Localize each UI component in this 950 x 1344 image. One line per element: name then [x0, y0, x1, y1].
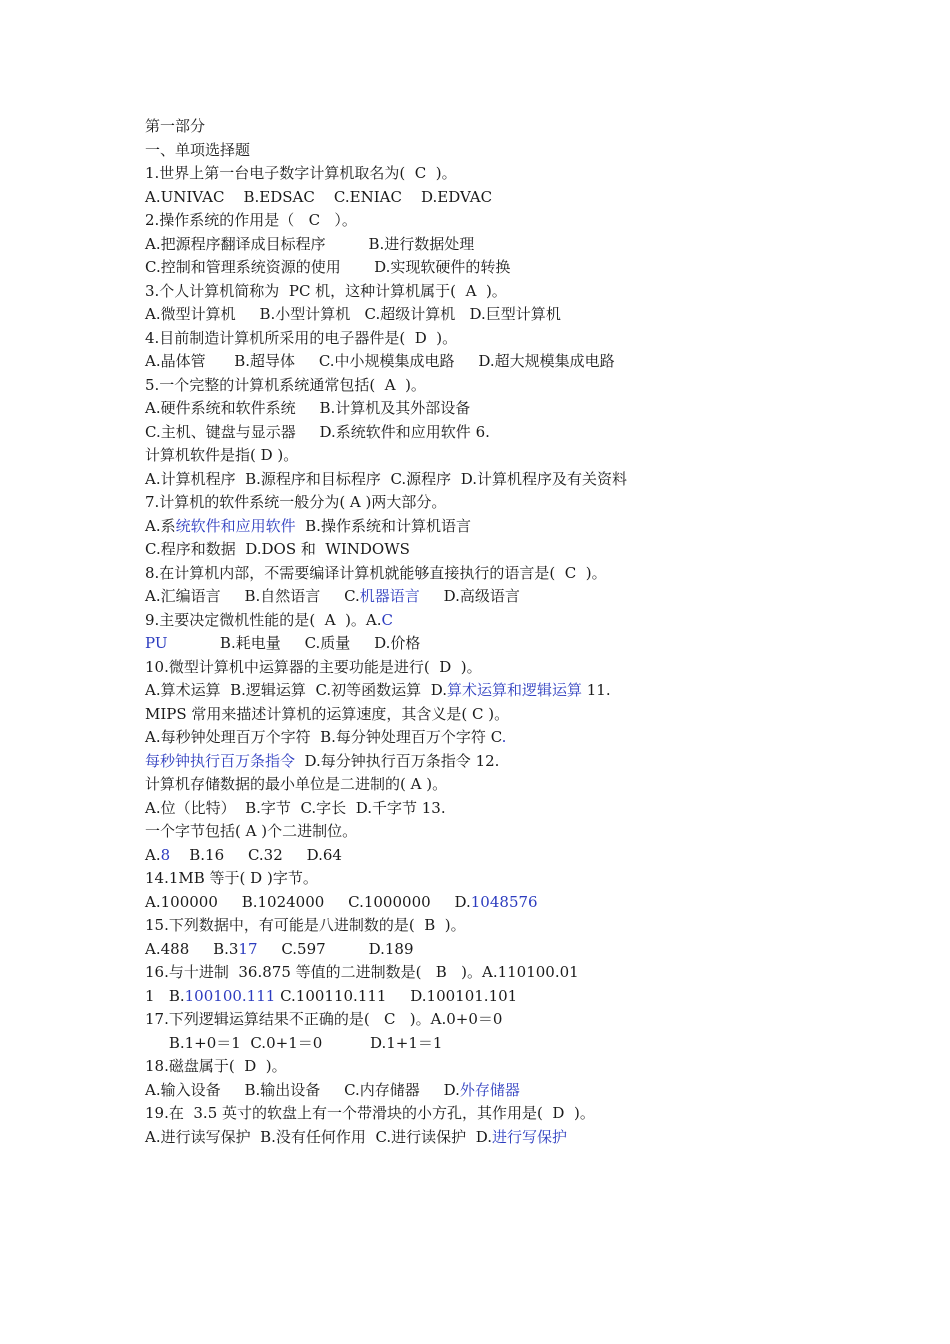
line-text: 第一部分	[145, 117, 206, 135]
text-line	[145, 421, 845, 445]
line-text: A.	[145, 845, 161, 864]
text-line	[145, 256, 845, 280]
text-line	[145, 538, 845, 562]
line-text: A.进行读写保护 B.没有任何作用 C.进行读保护 D.	[145, 1127, 492, 1146]
line-text: B.16 C.32 D.64	[170, 845, 342, 864]
text-line	[145, 914, 845, 938]
line-text: D.高级语言	[419, 587, 520, 605]
line-text: B.耗电量 C.质量 D.价格	[167, 634, 421, 652]
line-text: 计算机软件是指( D )。	[145, 446, 299, 464]
text-line	[145, 938, 845, 962]
text-line	[145, 703, 845, 727]
text-line	[145, 1126, 845, 1150]
line-text: 11.	[582, 681, 611, 699]
line-text: A.输入设备 B.输出设备 C.内存储器 D.	[145, 1080, 460, 1099]
highlighted-answer-text: 机器语言	[359, 587, 420, 605]
text-line	[145, 585, 845, 609]
text-line	[145, 656, 845, 680]
line-text: A.硬件系统和软件系统 B.计算机及其外部设备	[145, 399, 471, 417]
line-text: 14.1MB 等于( D )字节。	[145, 869, 318, 887]
text-line	[145, 726, 845, 750]
text-line	[145, 773, 845, 797]
line-text: 10.微型计算机中运算器的主要功能是进行( D )。	[145, 657, 482, 676]
text-line	[145, 1102, 845, 1126]
text-line	[145, 350, 845, 374]
line-text: A.晶体管 B.超导体 C.中小规模集成电路 D.超大规模集成电路	[145, 352, 615, 370]
text-line	[145, 303, 845, 327]
text-line	[145, 327, 845, 351]
line-text: 1 B.	[145, 986, 185, 1005]
highlighted-answer-text: 17	[238, 939, 258, 958]
line-text: 9.主要决定微机性能的是( A )。A.	[145, 610, 382, 629]
text-line	[145, 374, 845, 398]
line-text: A.UNIVAC B.EDSAC C.ENIAC D.EDVAC	[145, 187, 493, 206]
text-line	[145, 139, 845, 163]
text-line	[145, 609, 845, 633]
line-text: C.程序和数据 D.DOS 和 WINDOWS	[145, 540, 410, 558]
line-text: 3.个人计算机简称为 PC 机，这种计算机属于( A )。	[145, 281, 507, 300]
text-line	[145, 961, 845, 985]
line-text: 15.下列数据中，有可能是八进制数的是( B )。	[145, 916, 466, 934]
line-text: 19.在 3.5 英寸的软盘上有一个带滑块的小方孔，其作用是( D )。	[145, 1104, 595, 1122]
text-line	[145, 797, 845, 821]
line-text: 计算机存储数据的最小单位是二进制的( A )。	[145, 775, 448, 793]
line-text: 一个字节包括( A )个二进制位。	[145, 822, 358, 840]
text-line	[145, 280, 845, 304]
line-text: A.每秒钟处理百万个字符 B.每分钟处理百万个字符 C	[145, 728, 502, 746]
highlighted-answer-text: 外存储器	[459, 1080, 520, 1099]
line-text: A.微型计算机 B.小型计算机 C.超级计算机 D.巨型计算机	[145, 305, 561, 323]
line-text: 7.计算机的软件系统一般分为( A )两大部分。	[145, 493, 447, 511]
text-line	[145, 844, 845, 868]
line-text: A.把源程序翻译成目标程序 B.进行数据处理	[145, 234, 475, 253]
text-line	[145, 468, 845, 492]
line-text: C.100110.111 D.100101.101	[275, 986, 518, 1005]
highlighted-answer-text: 100100.111	[184, 986, 276, 1005]
line-text: 一、单项选择题	[145, 140, 251, 159]
highlighted-answer-text: 1048576	[470, 892, 538, 911]
text-line	[145, 444, 845, 468]
text-line	[145, 233, 845, 257]
document-body	[145, 115, 845, 1149]
highlighted-answer-text: 8	[160, 845, 171, 864]
line-text: B.操作系统和计算机语言	[295, 516, 471, 535]
line-text: C.主机、键盘与显示器 D.系统软件和应用软件 6.	[145, 422, 490, 441]
line-text: A.系	[145, 516, 176, 535]
line-text: 16.与十进制 36.875 等值的二进制数是( B )。A.110100.01	[145, 963, 579, 981]
line-text: 8.在计算机内部，不需要编译计算机就能够直接执行的语言是( C )。	[145, 563, 607, 582]
line-text: A.488 B.3	[145, 939, 239, 958]
text-line	[145, 891, 845, 915]
text-line	[145, 985, 845, 1009]
line-text: D.每分钟执行百万条指令 12.	[295, 751, 500, 770]
line-text: 18.磁盘属于( D )。	[145, 1057, 287, 1075]
line-text: A.汇编语言 B.自然语言 C.	[145, 587, 360, 605]
text-line	[145, 820, 845, 844]
text-line	[145, 186, 845, 210]
line-text: A.算术运算 B.逻辑运算 C.初等函数运算 D.	[145, 681, 447, 699]
line-text: 4.目前制造计算机所采用的电子器件是( D )。	[145, 328, 458, 347]
highlighted-answer-text: .	[501, 728, 507, 746]
text-line	[145, 1032, 845, 1056]
line-text: A.计算机程序 B.源程序和目标程序 C.源程序 D.计算机程序及有关资料	[145, 469, 627, 488]
text-line	[145, 1055, 845, 1079]
text-line	[145, 115, 845, 139]
highlighted-answer-text: 算术运算和逻辑运算	[446, 681, 582, 699]
highlighted-answer-text: C	[381, 610, 394, 629]
text-line	[145, 162, 845, 186]
line-text: 5.一个完整的计算机系统通常包括( A )。	[145, 375, 426, 394]
text-line	[145, 632, 845, 656]
line-text: MIPS 常用来描述计算机的运算速度，其含义是( C )。	[145, 704, 510, 723]
line-text: B.1+0＝1 C.0+1＝0 D.1+1＝1	[145, 1033, 443, 1052]
text-line	[145, 491, 845, 515]
text-line	[145, 750, 845, 774]
text-line	[145, 397, 845, 421]
line-text: 2.操作系统的作用是（ C ）。	[145, 211, 357, 229]
text-line	[145, 562, 845, 586]
highlighted-answer-text: 每秒钟执行百万条指令	[145, 751, 296, 770]
line-text: A.位（比特） B.字节 C.字长 D.千字节 13.	[145, 798, 446, 817]
text-line	[145, 1008, 845, 1032]
highlighted-answer-text: PU	[145, 634, 168, 652]
highlighted-answer-text: 统软件和应用软件	[175, 516, 296, 535]
text-line	[145, 209, 845, 233]
highlighted-answer-text: 进行写保护	[491, 1127, 567, 1146]
text-line	[145, 515, 845, 539]
line-text: A.100000 B.1024000 C.1000000 D.	[145, 892, 471, 911]
text-line	[145, 867, 845, 891]
line-text: C.控制和管理系统资源的使用 D.实现软硬件的转换	[145, 258, 511, 276]
text-line	[145, 1079, 845, 1103]
line-text: C.597 D.189	[257, 939, 414, 958]
text-line	[145, 679, 845, 703]
line-text: 1.世界上第一台电子数字计算机取名为( C )。	[145, 164, 457, 182]
line-text: 17.下列逻辑运算结果不正确的是( C )。A.0+0＝0	[145, 1010, 503, 1028]
